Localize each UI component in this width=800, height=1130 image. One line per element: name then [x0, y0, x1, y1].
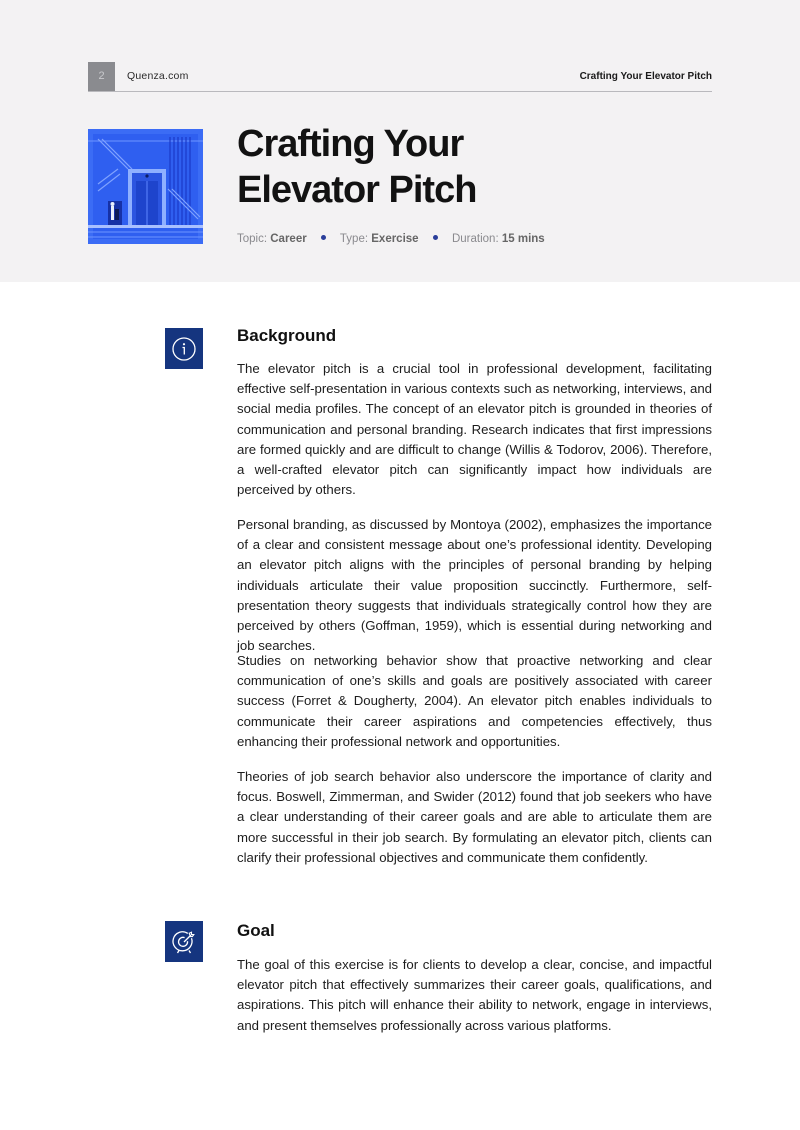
background-paragraph-3: Studies on networking behavior show that proactive networking and clear communication of one’s skills and goals are positively associated with career success (Forret & Dougherty, 2004). An elevator pitch enables individuals to communicate their career aspirations and competencies effectively, thus enhancing their professional network and opportunities. — [237, 653, 712, 749]
goal-paragraph: The goal of this exercise is for clients to develop a clear, concise, and impactful elevator pitch that effectively summarizes their career goals, qualifications, and aspirations. This pitch will enhance their ability to network, engage in interviews, and present themselves professionally across various platforms. — [237, 957, 712, 1033]
target-icon — [171, 929, 197, 955]
meta-separator-dot — [321, 235, 326, 240]
background-paragraph-2: Personal branding, as discussed by Montoya (2002), emphasizes the importance of a clear and consistent message about one’s professional identity. Developing an elevator pitch aligns with the principles of personal branding by helping individuals articulate their value proposition succinctly. Furthermore, self-presentation theory suggests that individuals strategically control how they are perceived by others (Goffman, 1959), which is essential during networking and job searches. — [237, 517, 712, 654]
goal-heading: Goal — [237, 921, 275, 940]
background-paragraph-1: The elevator pitch is a crucial tool in professional development, facilitating effective self-presentation in various contexts such as networking, interviews, and social media profiles. The concept of an elevator pitch is grounded in theories of communication and personal branding. Research indicates that first impressions are formed quickly and are difficult to change (Willis & Todorov, 2006). Therefore, a well-crafted elevator pitch can significantly impact how individuals are perceived by others. — [237, 361, 712, 498]
info-icon — [171, 336, 197, 362]
exercise-meta — [237, 233, 545, 245]
document-title — [237, 121, 707, 213]
duration-value: 15 mins — [501, 233, 545, 245]
type-value: Exercise — [371, 233, 419, 245]
background-paragraph-4: Theories of job search behavior also underscore the importance of clarity and focus. Boswell, Zimmerman, and Swider (2012) found that job seekers who have a clear understanding of their career goals and are able to articulate them are more successful in their job search. By formulating an elevator pitch, clients can clarify their professional objectives and communicate them confidently. — [237, 769, 712, 865]
meta-separator-dot — [433, 235, 438, 240]
topic-label: Topic: — [237, 233, 268, 245]
goal-section-icon-box — [165, 921, 203, 962]
title-line-1: Crafting Your — [237, 123, 464, 165]
site-name[interactable]: Quenza.com — [127, 70, 189, 82]
running-header — [88, 62, 712, 92]
duration-label: Duration: — [451, 233, 499, 245]
background-section-icon-box — [165, 328, 203, 369]
running-title: Crafting Your Elevator Pitch — [579, 71, 712, 82]
page-number: 2 — [88, 62, 115, 91]
type-label: Type: — [339, 233, 369, 245]
elevator-illustration — [88, 129, 203, 244]
topic-value: Career — [270, 233, 307, 245]
title-line-2: Elevator Pitch — [237, 169, 477, 211]
background-heading: Background — [237, 326, 337, 345]
